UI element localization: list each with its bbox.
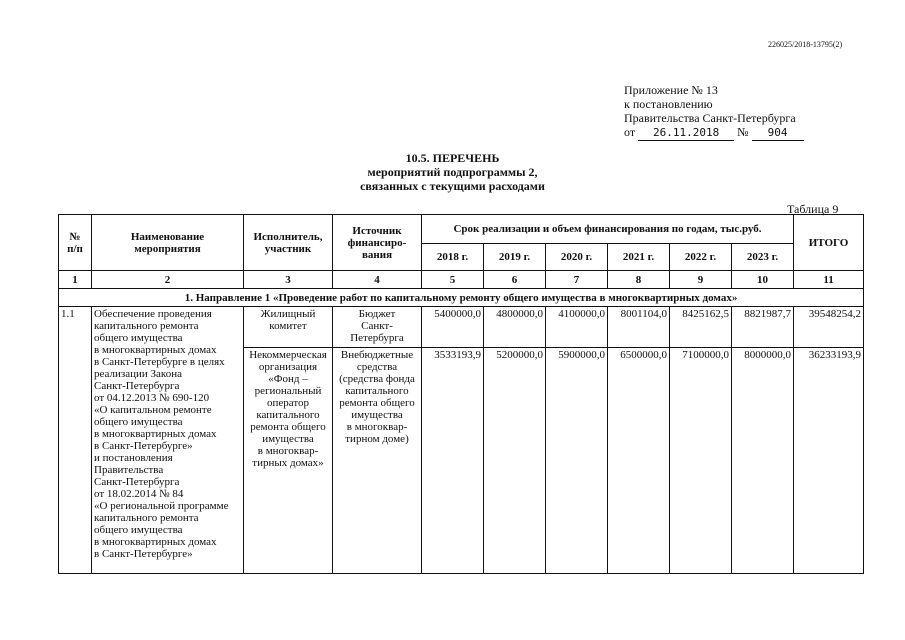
header-year: 2019 г. xyxy=(484,244,546,271)
attachment-line-3: Правительства Санкт-Петербурга xyxy=(624,111,796,125)
header-source: Источник финансиро- вания xyxy=(333,215,422,271)
column-number: 4 xyxy=(333,271,422,289)
total-cell: 39548254,2 xyxy=(794,307,864,348)
executor-cell: Некоммерческая организация «Фонд – региональный оператор капитального ремонта общего имущества в многоквар- тирных домах» xyxy=(244,348,333,574)
title-line-2: мероприятий подпрограммы 2, xyxy=(367,165,538,179)
column-number: 1 xyxy=(59,271,92,289)
attachment-date-line xyxy=(624,125,804,141)
resolution-date: 26.11.2018 xyxy=(638,126,734,141)
value-cell: 5400000,0 xyxy=(422,307,484,348)
number-label: № xyxy=(737,125,749,139)
direction-row xyxy=(59,289,864,307)
source-cell: Внебюджетные средства (средства фонда капитального ремонта общего имущества в многоквар- тирном доме) xyxy=(333,348,422,574)
column-number: 5 xyxy=(422,271,484,289)
header-year: 2023 г. xyxy=(732,244,794,271)
title-line-1: 10.5. ПЕРЕЧЕНЬ xyxy=(405,151,500,165)
row-number: 1.1 xyxy=(59,307,92,574)
attachment-line-2: к постановлению xyxy=(624,97,713,111)
header-year: 2018 г. xyxy=(422,244,484,271)
value-cell: 8425162,5 xyxy=(670,307,732,348)
value-cell: 6500000,0 xyxy=(608,348,670,574)
from-label: от xyxy=(624,125,636,139)
column-number: 7 xyxy=(546,271,608,289)
source-cell: Бюджет Санкт- Петербурга xyxy=(333,307,422,348)
value-cell: 8001104,0 xyxy=(608,307,670,348)
header-year: 2021 г. xyxy=(608,244,670,271)
column-number: 2 xyxy=(92,271,244,289)
header-row-1 xyxy=(59,215,864,244)
header-executor: Исполнитель, участник xyxy=(244,215,333,271)
total-cell: 36233193,9 xyxy=(794,348,864,574)
document-title xyxy=(0,151,905,193)
column-number: 10 xyxy=(732,271,794,289)
table-row xyxy=(59,307,864,348)
value-cell: 4800000,0 xyxy=(484,307,546,348)
value-cell: 8000000,0 xyxy=(732,348,794,574)
activities-table xyxy=(58,214,864,574)
header-year: 2022 г. xyxy=(670,244,732,271)
header-name: Наименование мероприятия xyxy=(92,215,244,271)
column-number: 3 xyxy=(244,271,333,289)
registration-number: 226025/2018-13795(2) xyxy=(768,40,843,49)
column-number: 9 xyxy=(670,271,732,289)
title-line-3: связанных с текущими расходами xyxy=(360,179,545,193)
executor-cell: Жилищный комитет xyxy=(244,307,333,348)
header-period: Срок реализации и объем финансирования по годам, тыс.руб. xyxy=(422,215,794,244)
header-total: ИТОГО xyxy=(794,215,864,271)
value-cell: 8821987,7 xyxy=(732,307,794,348)
table-label: Таблица 9 xyxy=(787,202,839,216)
header-year: 2020 г. xyxy=(546,244,608,271)
column-number: 6 xyxy=(484,271,546,289)
column-number-row xyxy=(59,271,864,289)
value-cell: 4100000,0 xyxy=(546,307,608,348)
attachment-line-1: Приложение № 13 xyxy=(624,83,718,97)
value-cell: 5900000,0 xyxy=(546,348,608,574)
column-number: 11 xyxy=(794,271,864,289)
value-cell: 5200000,0 xyxy=(484,348,546,574)
header-num: № п/п xyxy=(59,215,92,271)
resolution-number: 904 xyxy=(752,126,804,141)
activity-name: Обеспечение проведения капитального ремонта общего имущества в многоквартирных домах в Санкт-Петербурге в целях реализации Закона Санкт-Петербурга от 04.12.2013 № 690-120 «О капитальном ремонте общего имущества в многоквартирных домах в Санкт-Петербурге» и постановления Правительства Санкт-Петербурга от 18.02.2014 № 84 «О региональной программе капитального ремонта общего имущества в многоквартирных домах в Санкт-Петербурге» xyxy=(92,307,244,574)
value-cell: 7100000,0 xyxy=(670,348,732,574)
column-number: 8 xyxy=(608,271,670,289)
attachment-block xyxy=(624,83,804,141)
direction-title: 1. Направление 1 «Проведение работ по капитальному ремонту общего имущества в многоквартирных домах» xyxy=(59,289,864,307)
value-cell: 3533193,9 xyxy=(422,348,484,574)
